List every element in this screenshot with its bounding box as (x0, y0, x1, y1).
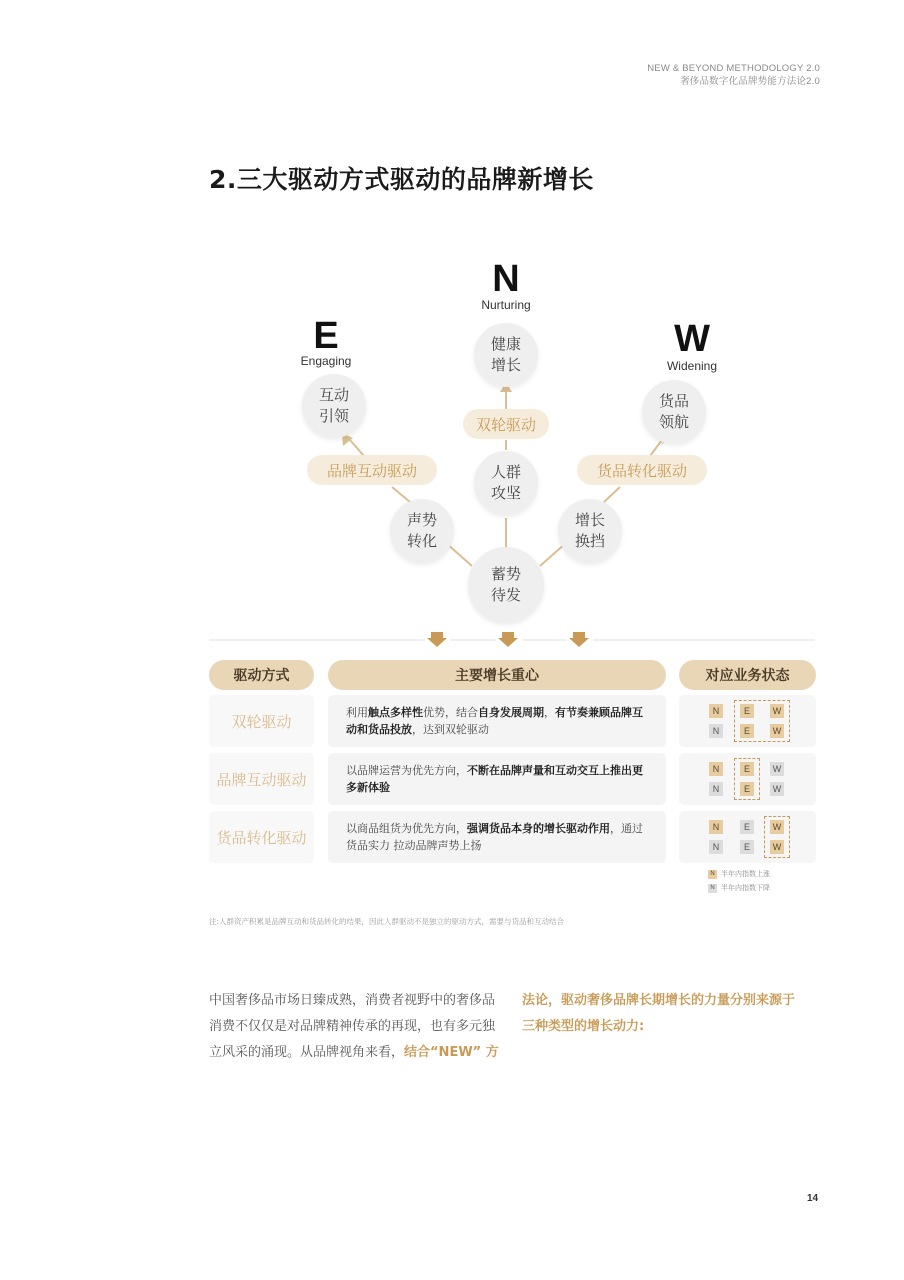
status-e-top: E (740, 820, 754, 834)
status-w-bottom: W (770, 724, 784, 738)
para-left-line-3: 立风采的涌现。从品牌视角来看，结合“NEW” 方 (209, 1045, 499, 1060)
word-nurturing: Nurturing (481, 298, 531, 312)
word-widening: Widening (666, 359, 718, 373)
status-e-top: E (740, 762, 754, 776)
legend-up-text: 半年内指数上涨 (721, 870, 770, 878)
status-n-bottom: N (709, 782, 723, 796)
status-n-top: N (709, 704, 723, 718)
section-title: 2.三大驱动方式驱动的品牌新增长 (209, 165, 594, 194)
node-jiankang: 健康 增长 (474, 323, 538, 387)
paragraph-right (522, 988, 822, 1040)
letter-e: E (313, 315, 339, 357)
header-focus: 主要增长重心 (328, 660, 666, 690)
connector-left-top (350, 440, 364, 456)
row-desc-2: 以品牌运营为优先方向，不断在品牌声量和互动交互上推出更多新体验 (328, 753, 666, 805)
paragraph-left (209, 988, 509, 1066)
page-number: 14 (807, 1193, 819, 1204)
row-status-3 (679, 811, 816, 863)
connector-right-mid (604, 487, 620, 502)
node-shengshi: 声势 转化 (390, 499, 454, 563)
status-w-top: W (770, 820, 784, 834)
down-arrow-1 (427, 632, 447, 647)
pill-shuanglun: 双轮驱动 (463, 409, 549, 439)
row-desc-3: 以商品组货为优先方向，强调货品本身的增长驱动作用，通过货品实力 拉动品牌声势上扬 (328, 811, 666, 863)
letter-n: N (492, 258, 520, 300)
status-e-top: E (740, 704, 754, 718)
status-e-bottom: E (740, 782, 754, 796)
header-line-en: NEW & BEYOND METHODOLOGY 2.0 (647, 63, 820, 74)
down-arrow-3 (569, 632, 589, 647)
connector-left-mid (392, 487, 410, 502)
status-n-top: N (709, 820, 723, 834)
legend-down (708, 883, 770, 893)
status-n-bottom: N (709, 724, 723, 738)
row-desc-1: 利用触点多样性优势，结合自身发展周期，有节奏兼顾品牌互动和货品投放，达到双轮驱动 (328, 695, 666, 747)
row-label-1: 双轮驱动 (209, 695, 314, 747)
row-status-1 (679, 695, 816, 747)
row-status-2 (679, 753, 816, 805)
status-w-top: W (770, 762, 784, 776)
down-arrow-2 (498, 632, 518, 647)
status-w-top: W (770, 704, 784, 718)
status-n-bottom: N (709, 840, 723, 854)
node-huopin: 货品 领航 (642, 380, 706, 444)
para-right-line-1: 法论，驱动奢侈品牌长期增长的力量分别来源于 (522, 993, 796, 1008)
legend-down-swatch: N (708, 884, 717, 893)
row-label-3: 货品转化驱动 (209, 811, 314, 863)
status-e-bottom: E (740, 840, 754, 854)
word-engaging: Engaging (300, 354, 352, 368)
status-e-bottom: E (740, 724, 754, 738)
connector-right-top (650, 440, 662, 456)
node-zengzhang: 增长 换挡 (558, 499, 622, 563)
status-w-bottom: W (770, 840, 784, 854)
running-header (647, 62, 820, 88)
para-right-line-2: 三种类型的增长动力: (522, 1019, 645, 1034)
pill-product-conversion: 货品转化驱动 (577, 455, 707, 485)
status-w-bottom: W (770, 782, 784, 796)
header-status: 对应业务状态 (679, 660, 816, 690)
letter-w: W (674, 318, 710, 360)
header-line-cn: 奢侈品数字化品牌势能方法论2.0 (680, 76, 820, 87)
legend-up-swatch: N (708, 870, 717, 879)
para-left-line-2: 消费不仅仅是对品牌精神传承的再现，也有多元独 (209, 1019, 496, 1034)
pill-brand-interaction: 品牌互动驱动 (307, 455, 437, 485)
header-mode: 驱动方式 (209, 660, 314, 690)
node-hudong: 互动 引领 (302, 374, 366, 438)
node-xushi: 蓄势 待发 (468, 547, 544, 623)
status-n-top: N (709, 762, 723, 776)
legend-up (708, 869, 770, 879)
row-label-2: 品牌互动驱动 (209, 753, 314, 805)
node-renqun: 人群 攻坚 (474, 451, 538, 515)
footnote: 注:人群资产积累是品牌互动和货品转化的结果，因此人群驱动不是独立的驱动方式，需要与货品和互动结合 (209, 917, 565, 926)
legend-down-text: 半年内指数下降 (721, 884, 770, 892)
para-left-line-1: 中国奢侈品市场日臻成熟，消费者视野中的奢侈品 (209, 993, 496, 1008)
